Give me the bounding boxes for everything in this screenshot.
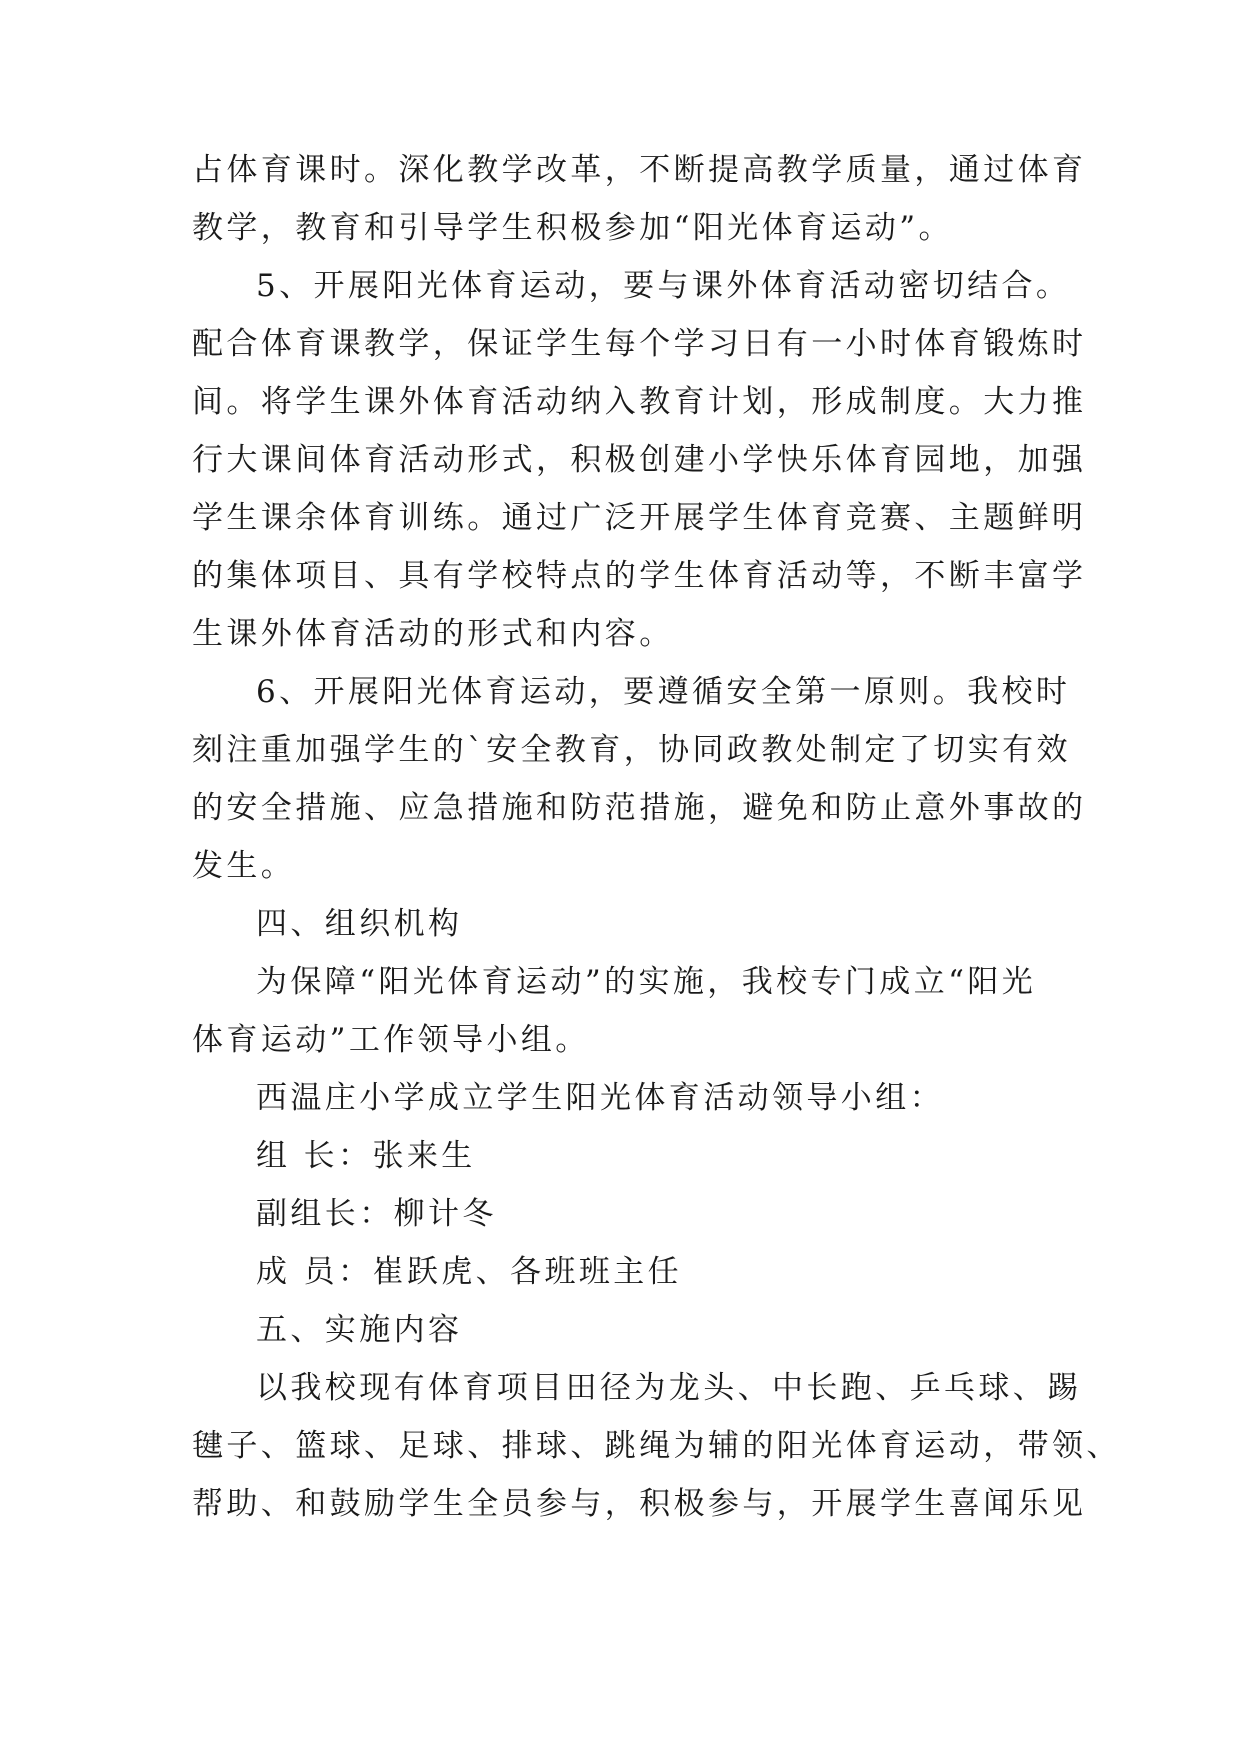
text-line-15: 为保障“阳光体育运动”的实施，我校专门成立“阳光 [256,964,1037,1000]
text-line-10: 6、开展阳光体育运动，要遵循安全第一原则。我校时 [256,674,1071,710]
text-line-1: 占体育课时。深化教学改革，不断提高教学质量，通过体育 [192,152,1087,188]
members-line: 成 员：崔跃虎、各班班主任 [256,1254,683,1290]
section-heading-5: 五、实施内容 [256,1312,463,1348]
text-line-5: 间。将学生课外体育活动纳入教育计划，形成制度。大力推 [192,384,1087,420]
text-line-17: 西温庄小学成立学生阳光体育活动领导小组： [256,1080,944,1116]
section-heading-4: 四、组织机构 [256,906,463,942]
text-line-13: 发生。 [192,848,296,884]
text-line-24: 帮助、和鼓励学生全员参与，积极参与，开展学生喜闻乐见 [192,1486,1087,1522]
text-line-22: 以我校现有体育项目田径为龙头、中长跑、乒乓球、踢 [256,1370,1082,1406]
text-line-3: 5、开展阳光体育运动，要与课外体育活动密切结合。 [256,268,1071,304]
deputy-leader-line: 副组长：柳计冬 [256,1196,497,1232]
text-line-8: 的集体项目、具有学校特点的学生体育活动等，不断丰富学 [192,558,1087,594]
text-line-11: 刻注重加强学生的`安全教育，协同政教处制定了切实有效 [192,732,1071,768]
text-line-7: 学生课余体育训练。通过广泛开展学生体育竞赛、主题鲜明 [192,500,1087,536]
group-leader-line: 组 长：张来生 [256,1138,476,1174]
text-line-16: 体育运动”工作领导小组。 [192,1022,590,1058]
text-line-2: 教学，教育和引导学生积极参加“阳光体育运动”。 [192,210,953,246]
text-line-23: 毽子、篮球、足球、排球、跳绳为辅的阳光体育运动，带领、 [192,1428,1121,1464]
text-line-12: 的安全措施、应急措施和防范措施，避免和防止意外事故的 [192,790,1087,826]
text-line-4: 配合体育课教学，保证学生每个学习日有一小时体育锻炼时 [192,326,1087,362]
text-line-6: 行大课间体育活动形式，积极创建小学快乐体育园地，加强 [192,442,1087,478]
text-line-9: 生课外体育活动的形式和内容。 [192,616,674,652]
